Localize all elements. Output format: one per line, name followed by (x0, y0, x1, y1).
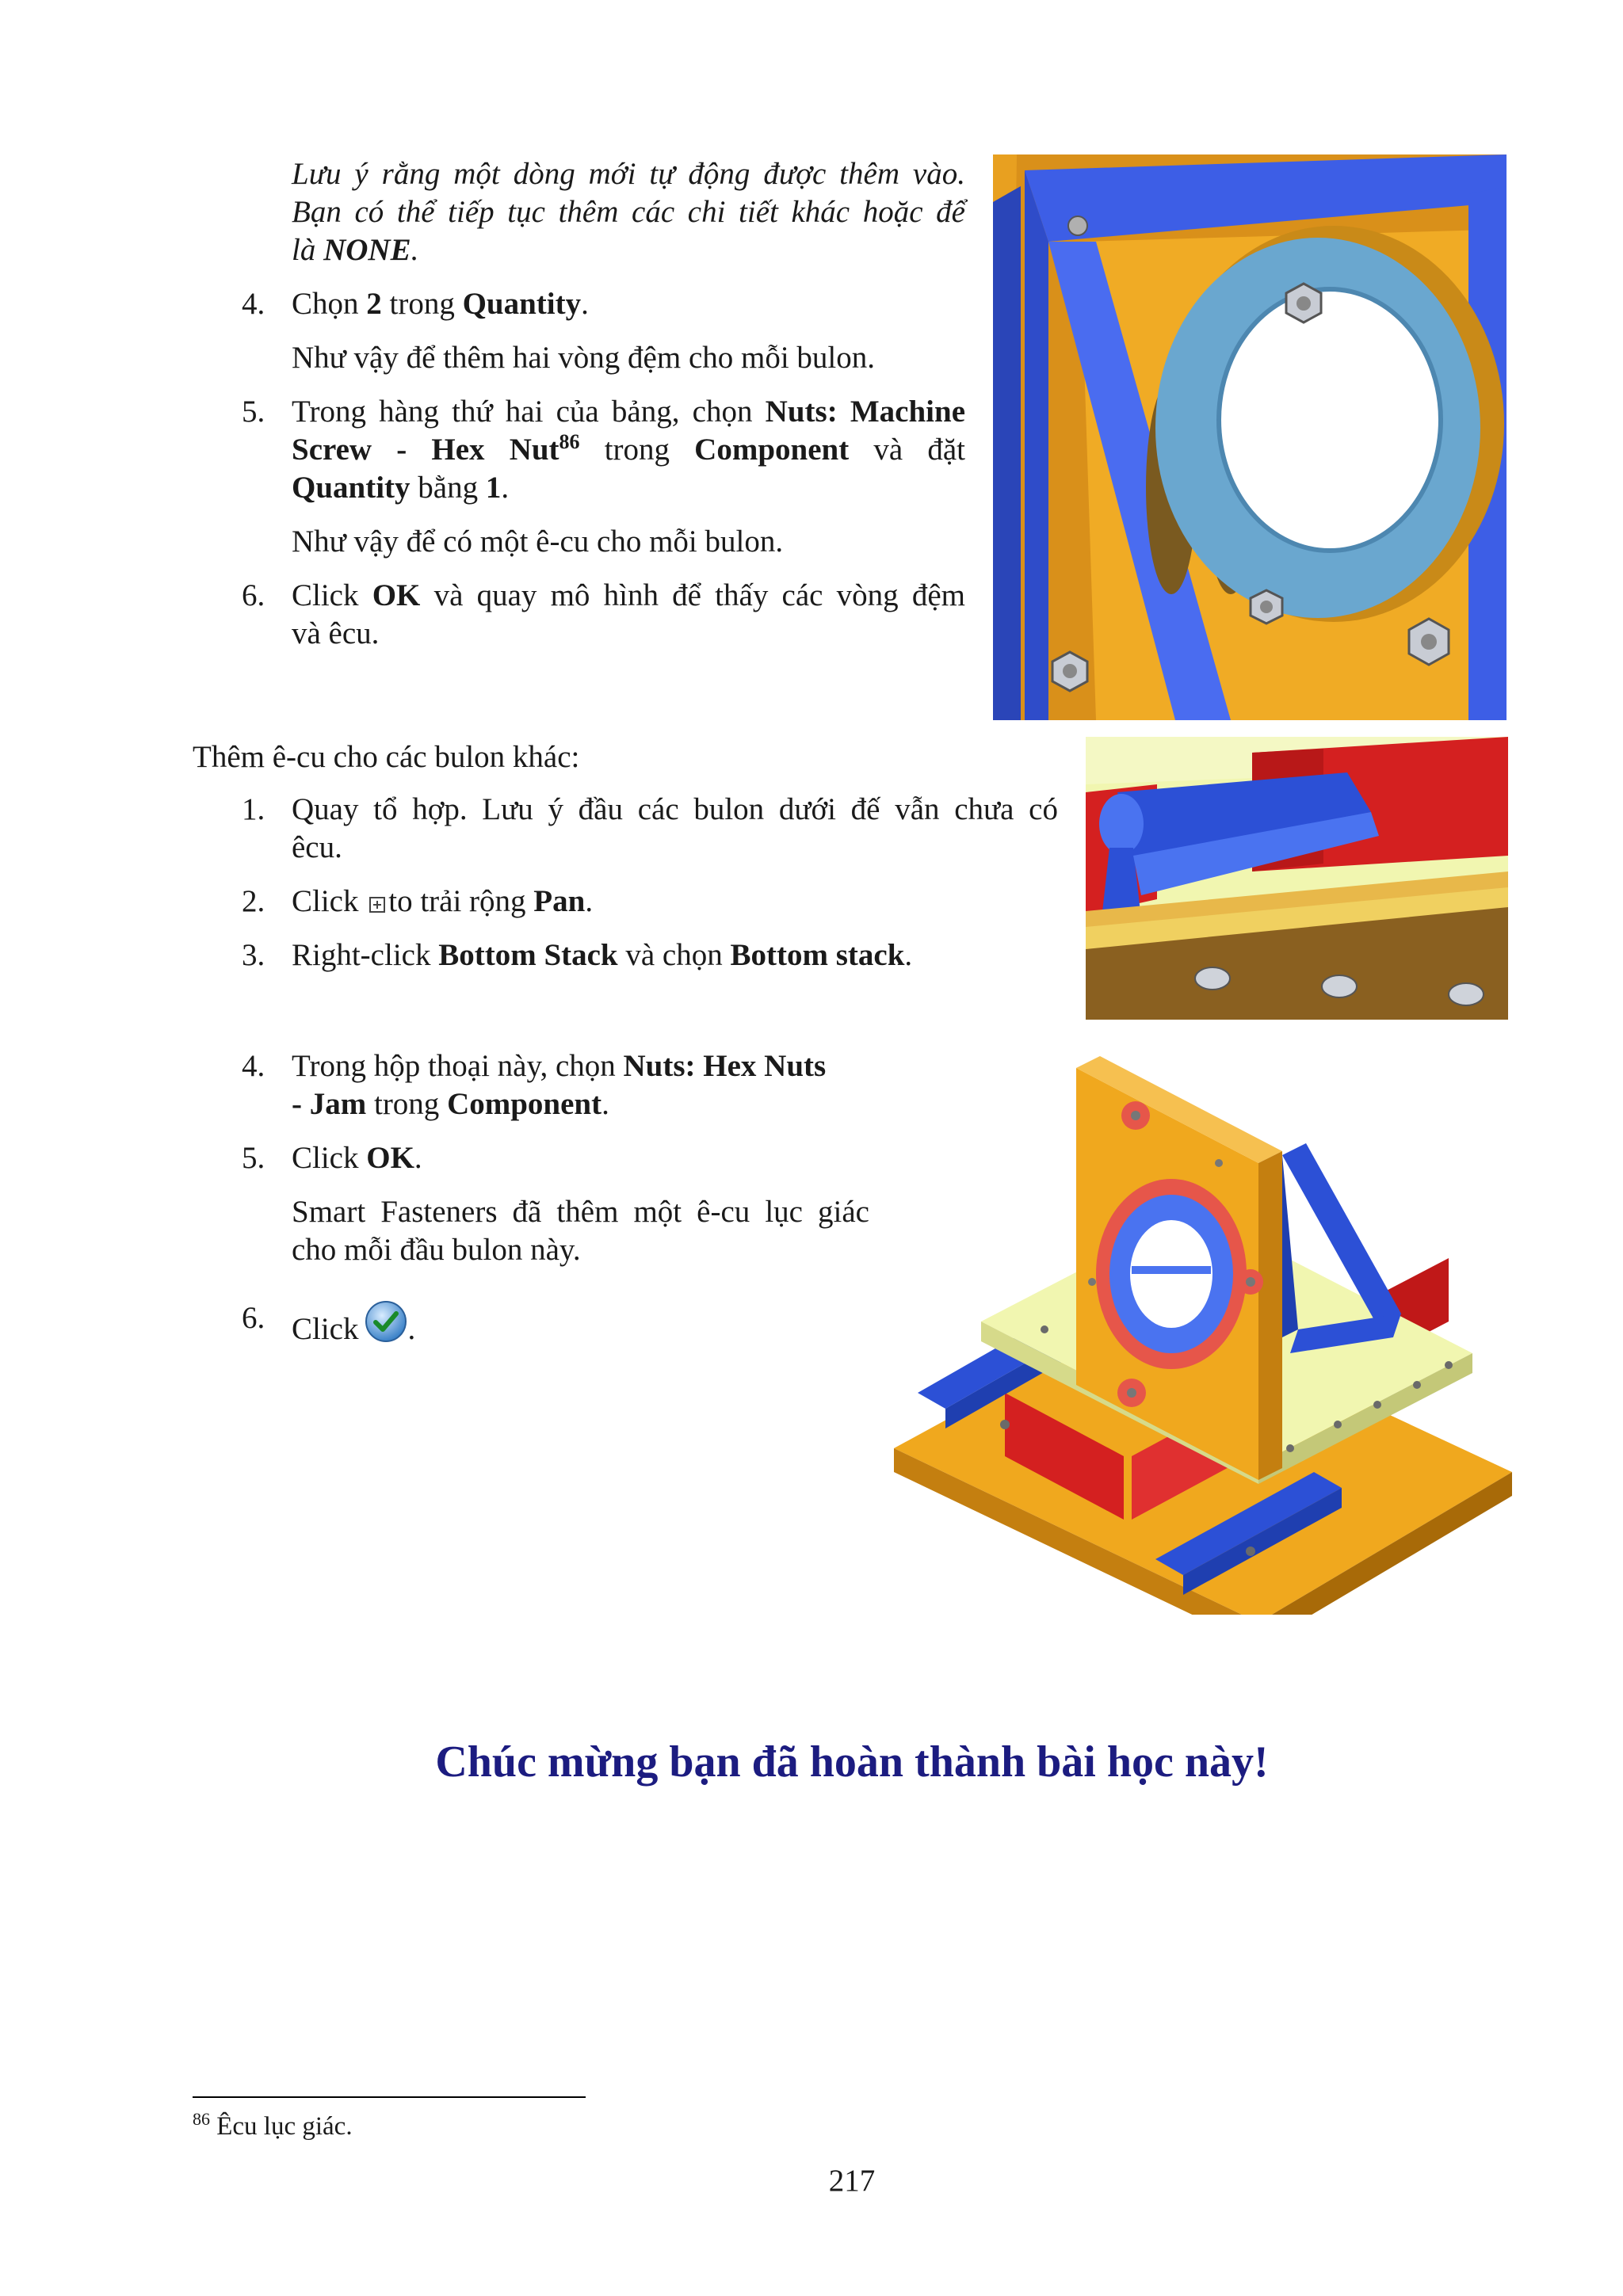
section-heading: Thêm ê-cu cho các bulon khác: (193, 740, 580, 774)
step-4-note: Như vậy để thêm hai vòng đệm cho mỗi bulon. (292, 341, 876, 375)
rail-closeup-illustration (1086, 737, 1508, 1020)
step-number: 6. (242, 1301, 265, 1335)
step-5-line-2: Screw - Hex Nut$^{86}$ trong Component và đặt (292, 430, 965, 467)
note-line-3: là NONE. (292, 233, 419, 267)
page-number: 217 (828, 2164, 876, 2198)
step-number: 1. (242, 792, 265, 826)
step-5b-note-line-1: Smart Fasteners đã thêm một ê-cu lục giác (292, 1195, 869, 1229)
step-number: 5. (242, 395, 265, 429)
step-3-text: Right-click Bottom Stack và chọn Bottom stack. (292, 938, 913, 972)
step-2-text: Click to trải rộng Pan. (292, 884, 594, 918)
figure-assembly (894, 1044, 1512, 1615)
step-6b-text: Click . (292, 1299, 415, 1348)
note-line-2: Bạn có thể tiếp tục thêm các chi tiết khác hoặc để (292, 195, 965, 229)
expand-plus-icon[interactable] (369, 897, 385, 913)
step-5-line-1: Trong hàng thứ hai của bảng, chọn Nuts: Machine (292, 395, 966, 429)
step-number: 6. (242, 578, 265, 612)
step-5b-text: Click OK. (292, 1141, 422, 1175)
assembly-illustration (894, 1044, 1512, 1615)
step-1-line-2: êcu. (292, 830, 342, 864)
congratulations-heading: Chúc mừng bạn đã hoàn thành bài học này! (435, 1737, 1269, 1787)
step-5b-note-line-2: cho mỗi đầu bulon này. (292, 1233, 581, 1267)
note-line-1: Lưu ý rằng một dòng mới tự động được thêm vào. (292, 157, 965, 191)
step-4b-line-1: Trong hộp thoại này, chọn Nuts: Hex Nuts (292, 1049, 827, 1083)
step-5-note: Như vậy để có một ê-cu cho mỗi bulon. (292, 524, 784, 559)
step-number: 4. (242, 1049, 265, 1083)
footnote: $^{86}$ Êcu lục giác. (193, 2109, 353, 2141)
footnote-ref: 86 (559, 430, 580, 453)
figure-rail-closeup (1086, 737, 1508, 1020)
step-number: 4. (242, 287, 265, 321)
ok-checkmark-icon[interactable] (364, 1299, 408, 1344)
step-number: 3. (242, 938, 265, 972)
step-number: 2. (242, 884, 265, 918)
footnote-divider (193, 2096, 586, 2098)
step-4-text: Chọn 2 trong Quantity. (292, 287, 589, 321)
step-1-line-1: Quay tổ hợp. Lưu ý đầu các bulon dưới đế vẫn chưa có (292, 792, 1058, 826)
step-6-line-2: và êcu. (292, 616, 380, 650)
step-5-line-3: Quantity bằng 1. (292, 471, 510, 505)
step-number: 5. (242, 1141, 265, 1175)
figure-frame-washers (993, 154, 1507, 720)
step-4b-line-2: - Jam trong Component. (292, 1087, 609, 1121)
step-6-line-1: Click OK và quay mô hình để thấy các vòng đệm (292, 578, 965, 612)
washer-frame-illustration (993, 154, 1507, 720)
